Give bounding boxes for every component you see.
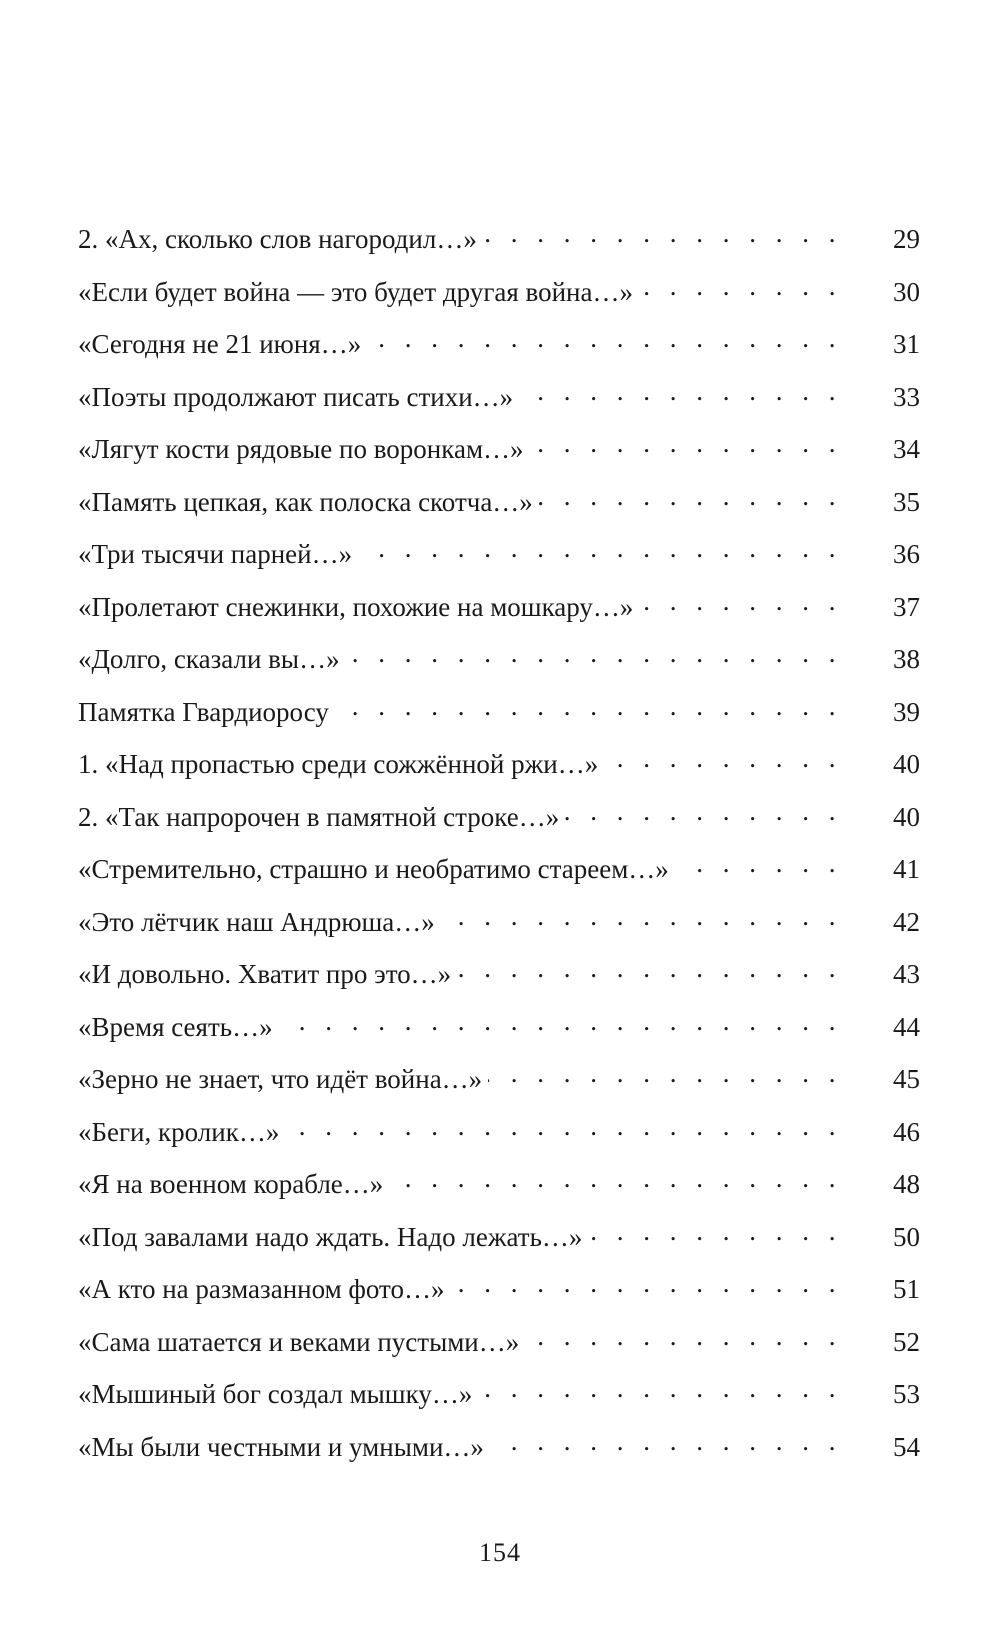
dot-leader	[539, 481, 842, 511]
toc-entry-title: Памятка Гвардиоросу	[78, 696, 329, 727]
toc-entry	[78, 743, 920, 796]
dot-leader	[488, 1058, 842, 1088]
toc-entry-page: 35	[893, 486, 920, 517]
toc-entry-page: 36	[893, 539, 920, 569]
dot-leader	[604, 743, 842, 773]
dot-leader	[346, 638, 842, 668]
toc-entry-title: «Долго, сказали вы…»	[78, 644, 340, 674]
toc-entry-title: 2. «Так напророчен в памятной строке…»	[78, 801, 560, 832]
dot-leader	[483, 218, 842, 248]
toc-entry	[78, 1058, 920, 1111]
toc-entry-page: 34	[893, 434, 920, 464]
toc-entry-page: 44	[893, 1011, 920, 1042]
toc-entry-title: «Это лётчик наш Андрюша…»	[78, 906, 435, 937]
toc-entry-page: 42	[893, 906, 920, 937]
toc-entry-title: «Стремительно, страшно и необратимо стареем…»	[78, 854, 669, 884]
toc-entry	[78, 691, 920, 744]
toc-entry	[78, 1111, 920, 1164]
toc-entry	[78, 1268, 920, 1321]
toc-entry-title: «Три тысячи парней…»	[78, 539, 353, 569]
dot-leader	[441, 901, 842, 931]
toc-entry	[78, 586, 920, 639]
dot-leader	[565, 796, 842, 826]
toc-entry-title: «Если будет война — это будет другая война…»	[78, 276, 633, 307]
dot-leader	[588, 1216, 842, 1246]
toc-entry	[78, 481, 920, 534]
toc-entry-page: 45	[893, 1064, 920, 1094]
toc-entry-page: 46	[893, 1116, 920, 1147]
toc-entry	[78, 323, 920, 376]
toc-entry-title: 1. «Над пропастью среди сожжённой ржи…»	[78, 749, 599, 779]
toc-entry-page: 39	[893, 696, 920, 727]
toc-entry-page: 52	[893, 1326, 920, 1357]
toc-entry-title: «Мышиный бог создал мышку…»	[78, 1379, 473, 1409]
dot-leader	[279, 1006, 842, 1036]
toc-entry-title: «Сегодня не 21 июня…»	[78, 329, 362, 359]
toc-entry-page: 37	[893, 591, 920, 622]
dot-leader	[451, 1268, 843, 1298]
toc-entry-title: «Сама шатается и веками пустыми…»	[78, 1326, 520, 1357]
toc-entry-page: 48	[893, 1169, 920, 1199]
toc-entry-title: «Лягут кости рядовые по воронкам…»	[78, 434, 524, 464]
toc-entry	[78, 638, 920, 691]
toc-entry	[78, 1321, 920, 1374]
dot-leader	[525, 1321, 842, 1351]
dot-leader	[530, 428, 842, 458]
toc-entry-title: «И довольно. Хватит про это…»	[78, 959, 452, 989]
dot-leader	[457, 953, 842, 983]
toc-entry	[78, 533, 920, 586]
toc-entry-page: 41	[893, 854, 920, 884]
toc-entry-page: 31	[893, 329, 920, 359]
toc-entry-title: «Беги, кролик…»	[78, 1116, 280, 1147]
toc-entry	[78, 376, 920, 429]
dot-leader	[285, 1111, 842, 1141]
toc-entry-title: «Мы были честными и умными…»	[78, 1431, 484, 1462]
toc-entry	[78, 1163, 920, 1216]
toc-entry	[78, 218, 920, 271]
toc-entry-title: «Я на военном корабле…»	[78, 1169, 384, 1199]
toc-entry-title: 2. «Ах, сколько слов нагородил…»	[78, 224, 477, 254]
dot-leader	[639, 271, 842, 301]
toc-entry	[78, 901, 920, 954]
toc-entry-page: 50	[893, 1221, 920, 1252]
toc-entry	[78, 428, 920, 481]
toc-entry-page: 43	[893, 959, 920, 989]
toc-entry-page: 51	[893, 1274, 920, 1304]
toc-entry-title: «Поэты продолжают писать стихи…»	[78, 381, 514, 412]
dot-leader	[389, 1163, 842, 1193]
toc-entry-title: «А кто на размазанном фото…»	[78, 1274, 445, 1304]
toc-entry-page: 30	[893, 276, 920, 307]
dot-leader	[335, 691, 842, 721]
dot-leader	[358, 533, 842, 563]
dot-leader	[639, 586, 842, 616]
dot-leader	[675, 848, 842, 878]
toc-entry-title: «Под завалами надо ждать. Надо лежать…»	[78, 1221, 583, 1252]
dot-leader	[490, 1426, 842, 1456]
toc-entry-title: «Время сеять…»	[78, 1011, 273, 1042]
dot-leader	[519, 376, 842, 406]
toc-entry-title: «Пролетают снежинки, похожие на мошкару…»	[78, 591, 634, 622]
toc-entry-page: 54	[893, 1431, 920, 1462]
toc-entry	[78, 1216, 920, 1269]
toc-entry	[78, 1426, 920, 1479]
toc-entry-title: «Зерно не знает, что идёт война…»	[78, 1064, 483, 1094]
table-of-contents	[78, 218, 920, 1478]
toc-entry-title: «Память цепкая, как полоска скотча…»	[78, 486, 533, 517]
toc-entry	[78, 848, 920, 901]
toc-entry	[78, 796, 920, 849]
toc-entry	[78, 953, 920, 1006]
toc-entry-page: 40	[893, 801, 920, 832]
toc-entry	[78, 271, 920, 324]
dot-leader	[478, 1373, 842, 1403]
toc-entry-page: 38	[893, 644, 920, 674]
toc-entry-page: 40	[893, 749, 920, 779]
toc-entry-page: 29	[893, 224, 920, 254]
page-number: 154	[479, 1538, 521, 1567]
toc-entry-page: 33	[893, 381, 920, 412]
toc-entry-page: 53	[893, 1379, 920, 1409]
dot-leader	[367, 323, 842, 353]
toc-entry	[78, 1373, 920, 1426]
toc-entry	[78, 1006, 920, 1059]
